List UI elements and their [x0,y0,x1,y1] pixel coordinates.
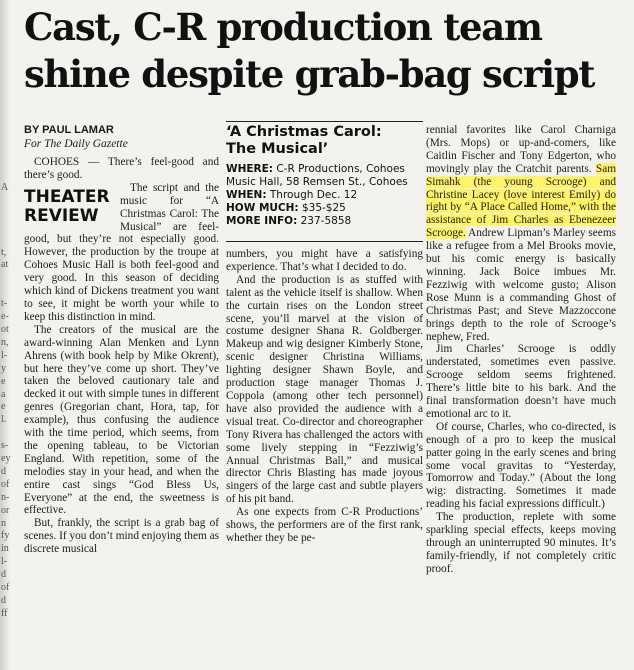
highlighted-passage: Sam Simahk (the young Scrooge) and Christine Lacey (love interest Emily) do right by “A Place Called Home,” with the assistance of Jim Charles as Ebenezeer Scrooge. [426,162,616,240]
paragraph: The creators of the musical are the award-winning Alan Menken and Lynn Ahrens (with book help by Mike Okrent), but here they’ve come up short. They’ve taken the beloved cautionary tale and decked it out with simple tunes in different genres (Gregorian chant, Hora, tap, for example), thus confusing the audience with the time period, which seems, from the opening tableau, to be Victorian England. With repetition, some of the melodies stay in your head, and when the entire cast sings “God Bless Us, Everyone” at the end, the sweetness is effective. [24,323,219,517]
byline-source: For The Daily Gazette [24,138,128,150]
more-info-line [226,215,423,228]
paragraph: Of course, Charles, who co-directed, is enough of a pro to keep the musical patter going in the early scenes and bring some vocal gravitas to “Yesterday, Tomorrow and Today.” (About the long wig: distracting. Sometimes it made reading his facial expressions difficult.) [426,420,616,511]
article-column-1 [24,156,219,556]
when-label: WHEN: [226,189,267,201]
paragraph: COHOES — There’s feel-good and there’s good. [24,156,219,181]
when-value: Through Dec. 12 [269,189,358,201]
where-value: C-R Productions, Cohoes Music Hall, 58 Remsen St., Cohoes [226,163,408,188]
where-label: WHERE: [226,163,273,175]
show-title-line-2: The Musical’ [226,141,329,157]
paragraph-text: rennial favorites like Carol Charniga (Mrs. Mops) or up-and-comers, like Caitlin Fischer and Tony Edgerton, who movingly play the Cratchit parents. [426,124,616,175]
how-much-label: HOW MUCH: [226,202,299,214]
paragraph: As one expects from C-R Productions’ shows, the performers are of the first rank, whether they be pe- [226,506,423,544]
how-much-line [226,202,423,215]
adjacent-column-fragments: A t, at t- e- ot n, l- y e a e l. s- ey d of n- or n fy in l- d of d ff [1,182,11,619]
paragraph: The production, replete with some sparkling special effects, keeps moving through an uninterrupted 90 minutes. It’s family-friendly, if not completely critic proof. [426,511,616,575]
infobox-top-rule [226,121,423,122]
headline-line-1: Cast, C-R production team [24,5,542,49]
article-column-3 [426,124,616,576]
paragraph [426,124,616,343]
where-line [226,163,423,189]
article-column-2 [226,248,423,545]
infobox-bottom-rule [226,241,423,242]
headline [24,4,634,98]
how-much-value: $35-$25 [301,202,346,214]
paragraph: The script and the music for “A Christmas Carol: The Musical” are feel-good, but they’re not especially good. However, the production by the troupe at Cohoes Music Hall is both feel-good and very good. In this season of deciding which kind of Dickens treatment you want to see, it might be worth your while to keep this distinction in mind. [24,181,219,323]
paragraph: But, frankly, the script is a grab bag of scenes. If you don’t mind enjoying them as discrete musical [24,517,219,556]
paragraph-text: Andrew Lipman’s Marley seems like a refugee from a Mel Brooks movie, but his comic energy is basically winning. Jack Boice imbues Mr. Fezziwig with welcome gusto; Alison Rose Munn is a commanding Ghost of Christmas Past; and Steve Mazzoccone brings depth to the role of Scrooge’s nephew, Fred. [426,227,616,343]
review-tag-line-1: THEATER [24,186,110,207]
paragraph: Jim Charles’ Scrooge is oddly understated, sometimes even passive. Scrooge seldom seems frightened. There’s little bite to his bark. And the final transformation doesn’t have much emotional arc to it. [426,343,616,420]
show-title-line-1: ‘A Christmas Carol: [226,124,382,140]
more-info-label: MORE INFO: [226,215,298,227]
paragraph: numbers, you might have a satisfying experience. That’s what I decided to do. [226,248,423,273]
more-info-value: 237-5858 [300,215,352,227]
paragraph: And the production is as stuffed with talent as the vehicle itself is shallow. When the curtain rises on the London street scene, you’ll marvel at the vision of costume designer Shana R. Goldberger. Makeup and wig designer Kimberly Stone, scenic designer Christina Williams, lighting designer Shawn Boyle, and production stage manager Thomas J. Coppola (among other tech personnel) have also provided the audience with a visual treat. Co-director and choreographer Tony Rivera has challenged the actors with some lively stepping in “Fezziwig’s Annual Christmas Ball,” and musical director Chris Blasting has made joyous singers of the large cast and subtle players of his pit band. [226,273,423,506]
headline-line-2: shine despite grab-bag script [24,52,595,96]
when-line [226,189,423,202]
theater-review-tag [24,188,114,226]
show-info-box [226,124,423,228]
byline: BY PAUL LAMAR [24,124,114,136]
review-tag-line-2: REVIEW [24,205,99,226]
